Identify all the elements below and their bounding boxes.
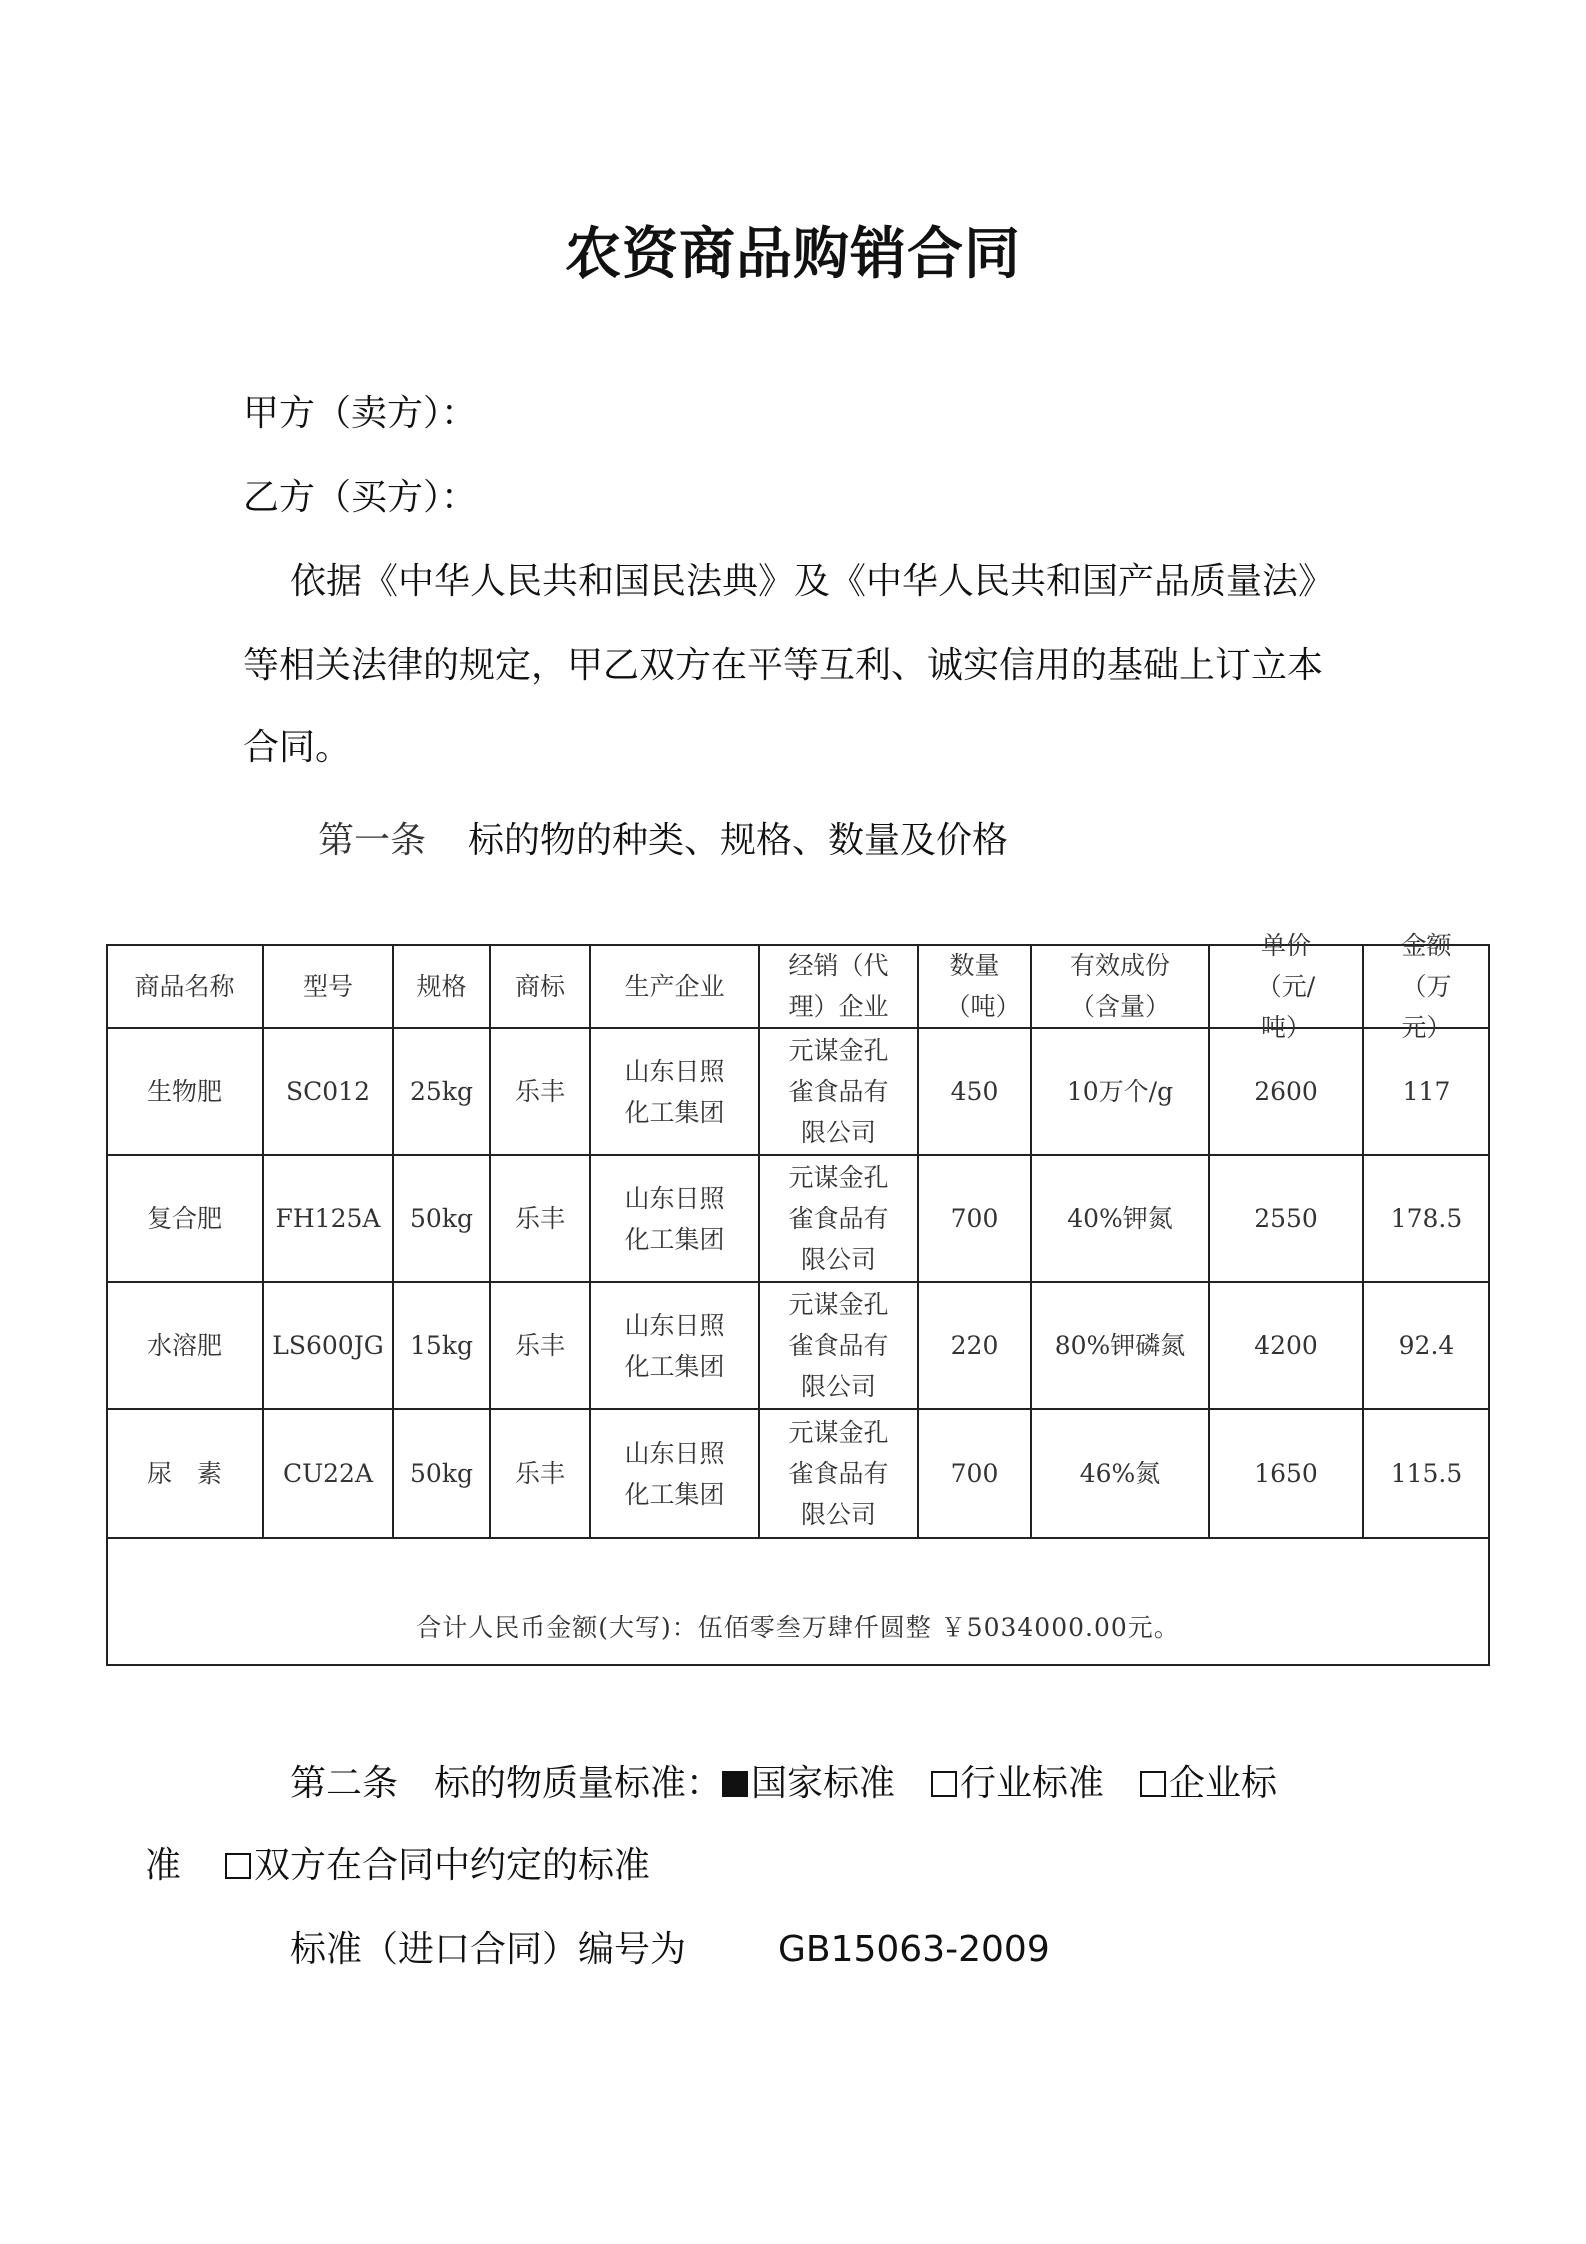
party-a-label: 甲方（卖方）：: [243, 393, 478, 434]
table-cell-text: 115.5: [1390, 1459, 1463, 1488]
table-cell: [263, 1155, 393, 1282]
table-cell: [918, 1409, 1031, 1538]
table-cell: [1031, 1282, 1209, 1409]
table-cell: [759, 1155, 918, 1282]
table-cell-text: 178.5: [1390, 1204, 1463, 1233]
table-header-cell-text: 金额（万元）: [1401, 930, 1452, 1042]
table-cell: [393, 1028, 490, 1155]
table-cell: [393, 1409, 490, 1538]
table-header-cell: [490, 944, 590, 1028]
table-cell-text: 700: [950, 1204, 999, 1233]
table-header-cell: [1031, 944, 1209, 1028]
contract-title: 农资商品购销合同: [565, 222, 1021, 287]
table-cell-text: 10万个/g: [1066, 1077, 1174, 1106]
table-header-cell: [590, 944, 759, 1028]
industry-standard-checkbox[interactable]: [931, 1771, 957, 1797]
table-cell-text: 2550: [1254, 1204, 1318, 1233]
article2-line2-start: 准: [145, 1845, 182, 1886]
table-cell-text: LS600JG: [272, 1331, 384, 1360]
table-cell-text: SC012: [286, 1077, 370, 1106]
table-cell-text: 25kg: [410, 1077, 473, 1106]
table-header-cell: [263, 944, 393, 1028]
industry-standard-label: 行业标准: [960, 1763, 1105, 1804]
table-cell-text: 元谋金孔雀食品有限公司: [788, 1290, 889, 1401]
table-cell-text: 40%钾氮: [1067, 1204, 1173, 1233]
table-cell: [490, 1155, 590, 1282]
agreed-standard-label: 双方在合同中约定的标准: [254, 1845, 651, 1886]
table-cell: [1031, 1155, 1209, 1282]
table-cell: [759, 1409, 918, 1538]
intro-line-2: 等相关法律的规定，甲乙双方在平等互利、诚实信用的基础上订立本: [243, 645, 1324, 686]
table-cell: [263, 1028, 393, 1155]
table-header-cell-text: 规格: [416, 971, 467, 1001]
table-cell: [106, 1155, 263, 1282]
agreed-standard-checkbox[interactable]: [225, 1853, 251, 1879]
table-cell: [106, 1282, 263, 1409]
table-cell-text: 元谋金孔雀食品有限公司: [788, 1036, 889, 1147]
table-cell: [106, 1409, 263, 1538]
table-header-cell-text: 生产企业: [624, 971, 725, 1001]
table-cell-text: 46%氮: [1079, 1459, 1161, 1488]
table-cell-text: 2600: [1254, 1077, 1318, 1106]
table-cell: [1209, 1155, 1363, 1282]
table-cell-text: 山东日照化工集团: [624, 1310, 725, 1381]
table-cell-text: 220: [950, 1331, 999, 1360]
table-cell: [393, 1155, 490, 1282]
table-cell: [590, 1282, 759, 1409]
standard-number-value: GB15063-2009: [778, 1929, 1050, 1970]
table-cell: [1209, 1282, 1363, 1409]
table-header-cell-text: 型号: [302, 971, 353, 1001]
table-cell-text: 尿 素: [146, 1459, 222, 1488]
table-cell-text: 乐丰: [514, 1077, 565, 1106]
table-cell: [1031, 1409, 1209, 1538]
article1-title: 标的物的种类、规格、数量及价格: [468, 820, 1009, 861]
table-cell: [490, 1409, 590, 1538]
table-cell-text: 4200: [1254, 1331, 1318, 1360]
table-header-cell: [918, 944, 1031, 1028]
table-cell-text: 乐丰: [514, 1459, 565, 1488]
table-cell: [1363, 1409, 1490, 1538]
table-cell: [759, 1282, 918, 1409]
table-cell: [490, 1028, 590, 1155]
table-header-cell-text: 单价（元/吨）: [1256, 930, 1316, 1042]
table-cell-text: 450: [950, 1077, 999, 1106]
table-header-cell-text: 商标: [514, 971, 565, 1001]
national-standard-checkbox[interactable]: [722, 1771, 748, 1797]
article2-prefix: 第二条 标的物质量标准：: [290, 1763, 723, 1804]
table-cell: [590, 1409, 759, 1538]
table-cell-text: CU22A: [282, 1459, 374, 1488]
table-cell-text: 50kg: [410, 1459, 473, 1488]
table-cell-text: 山东日照化工集团: [624, 1438, 725, 1509]
table-cell-text: 乐丰: [514, 1204, 565, 1233]
goods-table: [106, 930, 1490, 1666]
table-cell: [263, 1282, 393, 1409]
table-header-cell: [393, 944, 490, 1028]
table-cell: [490, 1282, 590, 1409]
table-cell: [1363, 1155, 1490, 1282]
standard-number-label: 标准（进口合同）编号为: [290, 1929, 687, 1970]
table-cell-text: 元谋金孔雀食品有限公司: [788, 1163, 889, 1274]
table-cell-text: 生物肥: [146, 1077, 222, 1106]
table-cell-text: 水溶肥: [146, 1331, 222, 1360]
table-cell: [759, 1028, 918, 1155]
table-cell-text: 700: [950, 1459, 999, 1488]
table-cell: [1363, 1282, 1490, 1409]
table-header-cell-text: 数量（吨）: [945, 951, 1021, 1021]
table-header-cell: [1209, 930, 1363, 1042]
table-cell-text: 15kg: [410, 1331, 473, 1360]
table-cell-text: 山东日照化工集团: [624, 1183, 725, 1254]
table-cell-text: 元谋金孔雀食品有限公司: [788, 1418, 889, 1529]
table-cell-text: 117: [1402, 1077, 1451, 1106]
table-cell: [918, 1155, 1031, 1282]
table-cell: [1363, 1028, 1490, 1155]
table-cell-text: 乐丰: [514, 1331, 565, 1360]
table-header-cell-text: 商品名称: [134, 971, 235, 1001]
table-cell: [1209, 1028, 1363, 1155]
table-header-cell-text: 有效成份（含量）: [1069, 951, 1170, 1021]
table-cell: [918, 1028, 1031, 1155]
table-header-cell: [1363, 930, 1490, 1042]
table-cell-text: 92.4: [1398, 1331, 1455, 1360]
table-cell-text: 复合肥: [146, 1204, 222, 1233]
table-cell: [1209, 1409, 1363, 1538]
intro-line-3: 合同。: [243, 727, 352, 768]
table-cell-text: FH125A: [275, 1204, 381, 1233]
table-cell-text: 50kg: [410, 1204, 473, 1233]
enterprise-standard-checkbox[interactable]: [1140, 1771, 1166, 1797]
table-total: 合计人民币金额(大写)：伍佰零叁万肆仟圆整 ￥5034000.00元。: [416, 1613, 1180, 1642]
table-cell-text: 80%钾磷氮: [1054, 1331, 1186, 1360]
party-b-label: 乙方（买方）：: [243, 477, 478, 518]
table-header-cell: [106, 944, 263, 1028]
national-standard-label: 国家标准: [751, 1763, 896, 1804]
table-cell-text: 1650: [1254, 1459, 1318, 1488]
article2-line-2: [145, 1846, 650, 1886]
article2-line-1: [290, 1764, 1277, 1804]
table-cell-text: 山东日照化工集团: [624, 1056, 725, 1127]
article1-number: 第一条: [318, 820, 427, 861]
table-header-cell: [759, 944, 918, 1028]
intro-line-1: 依据《中华人民共和国民法典》及《中华人民共和国产品质量法》: [290, 561, 1335, 602]
enterprise-standard-label: 企业标: [1169, 1763, 1278, 1804]
table-cell: [263, 1409, 393, 1538]
table-cell: [1031, 1028, 1209, 1155]
table-cell: [918, 1282, 1031, 1409]
table-cell: [590, 1028, 759, 1155]
table-cell: [106, 1028, 263, 1155]
table-cell: [393, 1282, 490, 1409]
table-cell: [590, 1155, 759, 1282]
table-header-cell-text: 经销（代理）企业: [788, 951, 889, 1021]
